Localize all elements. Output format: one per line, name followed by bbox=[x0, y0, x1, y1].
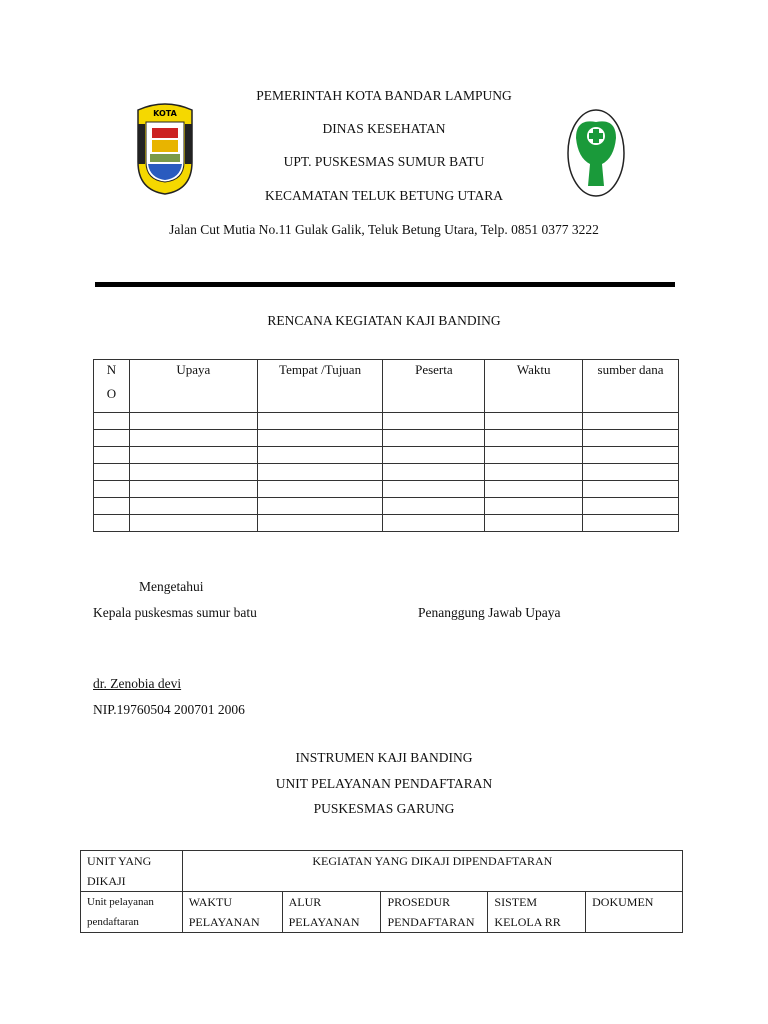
plan-table-cell bbox=[257, 430, 383, 447]
plan-table-cell bbox=[383, 498, 485, 515]
plan-table-row bbox=[94, 498, 679, 515]
activity-header: KEGIATAN YANG DIKAJI DIPENDAFTARAN bbox=[182, 851, 682, 892]
header-line-3: UPT. PUSKESMAS SUMUR BATU bbox=[283, 154, 485, 169]
plan-table-cell bbox=[383, 464, 485, 481]
cell-line: WAKTU bbox=[188, 895, 233, 909]
plan-table-cell bbox=[257, 464, 383, 481]
plan-table-cell bbox=[94, 430, 130, 447]
cell-line: SISTEM bbox=[494, 895, 538, 909]
plan-table-cell bbox=[383, 430, 485, 447]
svg-text:KOTA: KOTA bbox=[153, 109, 177, 118]
col-sistem-kelola bbox=[488, 892, 586, 933]
plan-table-cell bbox=[383, 447, 485, 464]
bandar-lampung-logo bbox=[134, 102, 196, 196]
plan-table-cell bbox=[94, 447, 130, 464]
plan-table-cell bbox=[383, 413, 485, 430]
plan-table-cell bbox=[583, 481, 679, 498]
plan-table-row bbox=[94, 413, 679, 430]
col-upaya: Upaya bbox=[129, 360, 257, 413]
plan-table-cell bbox=[129, 481, 257, 498]
plan-table-cell bbox=[383, 481, 485, 498]
unit-header bbox=[81, 851, 183, 892]
plan-table-cell bbox=[485, 515, 583, 532]
col-prosedur-pendaftaran bbox=[381, 892, 488, 933]
unit-line2: pendaftaran bbox=[87, 916, 139, 928]
plan-table-cell bbox=[383, 515, 485, 532]
cell-line: PELAYANAN bbox=[288, 915, 360, 929]
instrument-row bbox=[81, 892, 683, 933]
unit-header-line1: UNIT YANG bbox=[87, 854, 152, 868]
col-tempat: Tempat /Tujuan bbox=[257, 360, 383, 413]
plan-table-cell bbox=[485, 481, 583, 498]
cell-line: PELAYANAN bbox=[188, 915, 260, 929]
plan-table-cell bbox=[485, 430, 583, 447]
plan-table-cell bbox=[583, 464, 679, 481]
plan-table-cell bbox=[583, 515, 679, 532]
plan-table-cell bbox=[129, 464, 257, 481]
plan-table-cell bbox=[94, 464, 130, 481]
col-alur-pelayanan bbox=[282, 892, 381, 933]
plan-table-cell bbox=[583, 413, 679, 430]
instrument-title-1: INSTRUMEN KAJI BANDING bbox=[295, 750, 473, 765]
col-sumber-dana: sumber dana bbox=[583, 360, 679, 413]
plan-table-cell bbox=[129, 430, 257, 447]
plan-table-cell bbox=[129, 498, 257, 515]
signer-nip: NIP.19760504 200701 2006 bbox=[93, 702, 245, 717]
plan-table-cell bbox=[94, 413, 130, 430]
col-waktu: Waktu bbox=[485, 360, 583, 413]
cell-line: DOKUMEN bbox=[592, 895, 654, 909]
plan-table-cell bbox=[257, 515, 383, 532]
plan-table-row bbox=[94, 430, 679, 447]
plan-table-cell bbox=[94, 515, 130, 532]
plan-table-cell bbox=[129, 447, 257, 464]
col-peserta: Peserta bbox=[383, 360, 485, 413]
acknowledge-label: Mengetahui bbox=[139, 579, 204, 594]
unit-cell bbox=[81, 892, 183, 933]
header-line-2: DINAS KESEHATAN bbox=[322, 121, 446, 136]
signer-name: dr. Zenobia devi bbox=[93, 676, 182, 691]
col-no-top: N bbox=[106, 362, 117, 377]
plan-table-cell bbox=[257, 413, 383, 430]
plan-table-row bbox=[94, 481, 679, 498]
plan-table-cell bbox=[129, 515, 257, 532]
plan-table-cell bbox=[129, 413, 257, 430]
header-line-1: PEMERINTAH KOTA BANDAR LAMPUNG bbox=[256, 88, 512, 103]
plan-table-cell bbox=[257, 498, 383, 515]
col-no-bottom: O bbox=[106, 386, 117, 401]
cell-line: PROSEDUR bbox=[387, 895, 451, 909]
cell-line: PENDAFTARAN bbox=[387, 915, 475, 929]
instrument-table bbox=[80, 850, 683, 933]
plan-table bbox=[93, 359, 679, 532]
plan-table-cell bbox=[257, 481, 383, 498]
plan-table-cell bbox=[485, 464, 583, 481]
left-role: Kepala puskesmas sumur batu bbox=[93, 605, 257, 620]
plan-table-row bbox=[94, 515, 679, 532]
plan-table-cell bbox=[257, 447, 383, 464]
header-divider bbox=[95, 282, 675, 287]
plan-table-row bbox=[94, 464, 679, 481]
header-line-4: KECAMATAN TELUK BETUNG UTARA bbox=[265, 188, 503, 203]
plan-table-cell bbox=[583, 430, 679, 447]
plan-table-cell bbox=[485, 413, 583, 430]
plan-table-row bbox=[94, 447, 679, 464]
col-no bbox=[94, 360, 130, 413]
col-waktu-pelayanan bbox=[182, 892, 282, 933]
header-address: Jalan Cut Mutia No.11 Gulak Galik, Teluk Betung Utara, Telp. 0851 0377 3222 bbox=[169, 222, 599, 237]
instrument-header-row bbox=[81, 851, 683, 892]
plan-table-cell bbox=[94, 498, 130, 515]
plan-title: RENCANA KEGIATAN KAJI BANDING bbox=[267, 313, 501, 328]
plan-table-cell bbox=[485, 498, 583, 515]
right-role: Penanggung Jawab Upaya bbox=[418, 605, 561, 620]
plan-table-cell bbox=[485, 447, 583, 464]
plan-table-cell bbox=[94, 481, 130, 498]
plan-table-header bbox=[94, 360, 679, 413]
unit-header-line2: DIKAJI bbox=[87, 874, 126, 888]
cell-line: ALUR bbox=[288, 895, 322, 909]
col-dokumen bbox=[586, 892, 683, 933]
plan-table-cell bbox=[583, 498, 679, 515]
cell-line: KELOLA RR bbox=[494, 915, 561, 929]
instrument-title-3: PUSKESMAS GARUNG bbox=[313, 801, 455, 816]
unit-line1: Unit pelayanan bbox=[87, 896, 154, 908]
plan-table-cell bbox=[583, 447, 679, 464]
instrument-title-2: UNIT PELAYANAN PENDAFTARAN bbox=[275, 776, 493, 791]
